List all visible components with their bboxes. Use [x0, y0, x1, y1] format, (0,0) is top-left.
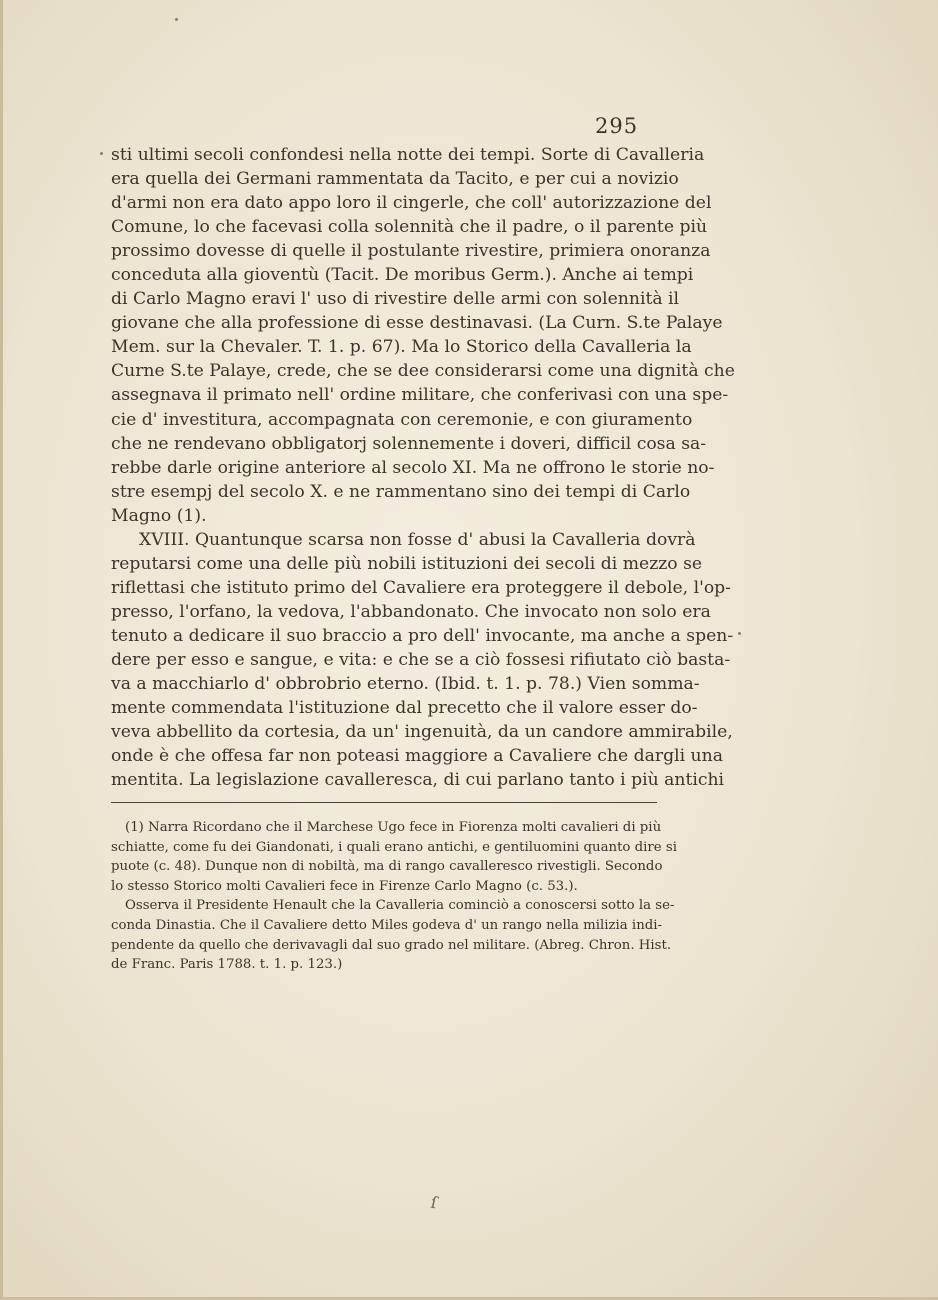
text-line: sti ultimi secoli confondesi nella notte dei tempi. Sorte di Cavalleria — [111, 145, 705, 165]
text-line: conceduta alla gioventù (Tacit. De moribus Germ.). Anche ai tempi — [111, 265, 694, 286]
footnote-line: de Franc. Paris 1788. t. 1. p. 123.) — [111, 957, 343, 973]
footnotes-block — [111, 818, 677, 975]
text-line: onde è che offesa far non poteasi maggiore a Cavaliere che dargli una — [111, 746, 723, 767]
footnote-line: conda Dinastia. Che il Cavaliere detto Miles godeva d' un rango nella milizia indi- — [111, 917, 663, 933]
text-line: prossimo dovesse di quelle il postulante rivestire, primiera onoranza — [111, 241, 711, 262]
paper-speck — [738, 632, 741, 635]
text-line: va a macchiarlo d' obbrobrio eterno. (Ibid. t. 1. p. 78.) Vien somma- — [111, 674, 700, 695]
text-line: riflettasi che istituto primo del Cavaliere era proteggere il debole, l'op- — [111, 577, 731, 598]
text-line: mentita. La legislazione cavalleresca, di cui parlano tanto i più antichi — [111, 770, 725, 791]
page-number: 295 — [595, 114, 639, 138]
text-line: Magno (1). — [111, 505, 207, 526]
paper-speck — [100, 152, 103, 155]
text-line: tenuto a dedicare il suo braccio a pro dell' invocante, ma anche a spen- — [111, 625, 734, 646]
text-line: veva abbellito da cortesia, da un' ingenuità, da un candore ammirabile, — [111, 722, 733, 743]
text-line: che ne rendevano obbligatorj solennemente i doveri, difficil cosa sa- — [111, 433, 707, 454]
footnote-divider — [111, 802, 657, 803]
main-text-block — [111, 143, 735, 792]
section-start-line: XVIII. Quantunque scarsa non fosse d' abusi la Cavalleria dovrà — [139, 529, 696, 550]
paper-speck — [175, 18, 178, 21]
text-line: di Carlo Magno eravi l' uso di rivestire delle armi con solennità il — [111, 289, 680, 310]
text-line: assegnava il primato nell' ordine militare, che conferivasi con una spe- — [111, 385, 729, 406]
text-line: era quella dei Germani rammentata da Tacito, e per cui a novizio — [111, 169, 679, 190]
text-line: rebbe darle origine anteriore al secolo XI. Ma ne offrono le storie no- — [111, 457, 715, 478]
text-line: presso, l'orfano, la vedova, l'abbandonato. Che invocato non solo era — [111, 601, 711, 622]
footnote-line: lo stesso Storico molti Cavalieri fece in Firenze Carlo Magno (c. 53.). — [111, 878, 578, 894]
text-line: mente commendata l'istituzione dal precetto che il valore esser do- — [111, 698, 698, 719]
text-line: cie d' investitura, accompagnata con ceremonie, e con giuramento — [111, 409, 693, 430]
footnote-line: (1) Narra Ricordano che il Marchese Ugo fece in Fiorenza molti cavalieri di più — [125, 820, 662, 835]
text-line: reputarsi come una delle più nobili istituzioni dei secoli di mezzo se — [111, 553, 703, 574]
footnote-line: Osserva il Presidente Henault che la Cavalleria cominciò a conoscersi sotto la se- — [125, 898, 675, 914]
text-line: giovane che alla professione di esse destinavasi. (La Curn. S.te Palaye — [111, 313, 723, 334]
text-line: Comune, lo che facevasi colla solennità che il padre, o il parente più — [111, 217, 708, 238]
text-line: d'armi non era dato appo loro il cingerle, che coll' autorizzazione del — [111, 193, 712, 214]
text-line: Curne S.te Palaye, crede, che se dee considerarsi come una dignità che — [111, 361, 735, 382]
text-line: stre esempj del secolo X. e ne rammentano sino dei tempi di Carlo — [111, 481, 691, 502]
footnote-line: puote (c. 48). Dunque non di nobiltà, ma di rango cavalleresco rivestigli. Secondo — [111, 859, 663, 875]
handwritten-mark: ſ — [429, 1192, 439, 1213]
text-line: dere per esso e sangue, e vita: e che se a ciò fossesi rifiutato ciò basta- — [111, 649, 731, 670]
text-line: Mem. sur la Chevaler. T. 1. p. 67). Ma lo Storico della Cavalleria la — [111, 337, 692, 358]
footnote-line: pendente da quello che derivavagli dal suo grado nel militare. (Abreg. Chron. Hist. — [111, 937, 672, 953]
footnote-line: schiatte, come fu dei Giandonati, i quali erano antichi, e gentiluomini quanto dire si — [111, 839, 677, 855]
